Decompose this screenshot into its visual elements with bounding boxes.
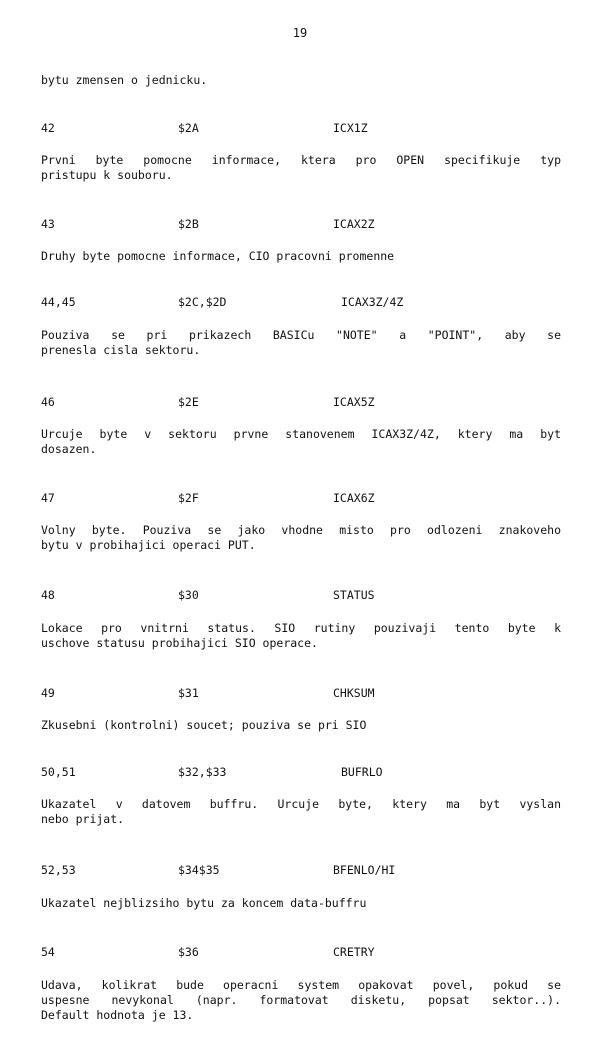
register-name: CHKSUM — [333, 686, 375, 700]
description-line: uschove statusu probihajici SIO operace. — [41, 636, 318, 650]
description-line: Druhy byte pomocne informace, CIO pracovni promenne — [41, 249, 395, 263]
description-line: Udava, kolikrat bude operacni system opakovat povel, pokud se — [41, 978, 561, 992]
entry-description — [41, 249, 561, 264]
description-line: Lokace pro vnitrni status. SIO rutiny pouzivaji tento byte k — [41, 621, 561, 635]
intro-line: bytu zmensen o jednicku. — [41, 73, 208, 87]
decimal-address: 47 — [41, 491, 55, 505]
entry-description — [41, 427, 561, 457]
register-name: BUFRLO — [341, 765, 383, 779]
description-line: uspesne nevykonal (napr. formatovat disketu, popsat sektor..). — [41, 993, 561, 1007]
decimal-address: 49 — [41, 686, 55, 700]
register-name: ICX1Z — [333, 121, 368, 135]
decimal-address: 43 — [41, 217, 55, 231]
hex-address: $36 — [178, 945, 199, 959]
description-line: Zkusebni (kontrolni) soucet; pouziva se pri SIO — [41, 718, 367, 732]
decimal-address: 50,51 — [41, 765, 76, 779]
hex-address: $34$35 — [178, 863, 220, 877]
entry-description — [41, 797, 561, 827]
entry-header — [0, 863, 600, 879]
hex-address: $2C,$2D — [178, 295, 227, 309]
hex-address: $32,$33 — [178, 765, 227, 779]
entry-description — [41, 896, 561, 911]
description-line: nebo prijat. — [41, 812, 125, 826]
description-line: Prvni byte pomocne informace, ktera pro OPEN specifikuje typ — [41, 153, 561, 167]
hex-address: $2F — [178, 491, 199, 505]
description-line: dosazen. — [41, 442, 97, 456]
page-number: 19 — [292, 26, 308, 40]
description-line: prenesla cisla sektoru. — [41, 343, 201, 357]
hex-address: $2B — [178, 217, 199, 231]
entry-header — [0, 395, 600, 411]
description-line: Ukazatel nejblizsiho bytu za koncem data-buffru — [41, 896, 367, 910]
entry-description — [41, 718, 561, 733]
description-line: Volny byte. Pouziva se jako vhodne misto pro odlozeni znakoveho — [41, 523, 561, 537]
hex-address: $2E — [178, 395, 199, 409]
entry-header — [0, 945, 600, 961]
hex-address: $31 — [178, 686, 199, 700]
register-name: ICAX2Z — [333, 217, 375, 231]
entry-header — [0, 686, 600, 702]
entry-description — [41, 978, 561, 1023]
entry-description — [41, 621, 561, 651]
entry-header — [0, 295, 600, 311]
register-name: CRETRY — [333, 945, 375, 959]
register-name: STATUS — [333, 588, 375, 602]
entry-header — [0, 491, 600, 507]
description-line: Default hodnota je 13. — [41, 1008, 194, 1022]
decimal-address: 42 — [41, 121, 55, 135]
entry-description — [41, 523, 561, 553]
description-line: Ukazatel v datovem buffru. Urcuje byte, ktery ma byt vyslan — [41, 797, 561, 811]
entry-description — [41, 153, 561, 183]
decimal-address: 46 — [41, 395, 55, 409]
entry-description — [41, 328, 561, 358]
hex-address: $2A — [178, 121, 199, 135]
description-line: Urcuje byte v sektoru prvne stanovenem ICAX3Z/4Z, ktery ma byt — [41, 427, 561, 441]
decimal-address: 44,45 — [41, 295, 76, 309]
hex-address: $30 — [178, 588, 199, 602]
entry-header — [0, 217, 600, 233]
register-name: BFENLO/HI — [333, 863, 396, 877]
decimal-address: 52,53 — [41, 863, 76, 877]
entry-header — [0, 588, 600, 604]
register-name: ICAX6Z — [333, 491, 375, 505]
register-name: ICAX3Z/4Z — [341, 295, 404, 309]
decimal-address: 54 — [41, 945, 55, 959]
description-line: Pouziva se pri prikazech BASICu "NOTE" a "POINT", aby se — [41, 328, 561, 342]
decimal-address: 48 — [41, 588, 55, 602]
entry-header — [0, 121, 600, 137]
description-line: pristupu k souboru. — [41, 168, 173, 182]
register-name: ICAX5Z — [333, 395, 375, 409]
entry-header — [0, 765, 600, 781]
description-line: bytu v probihajici operaci PUT. — [41, 538, 256, 552]
